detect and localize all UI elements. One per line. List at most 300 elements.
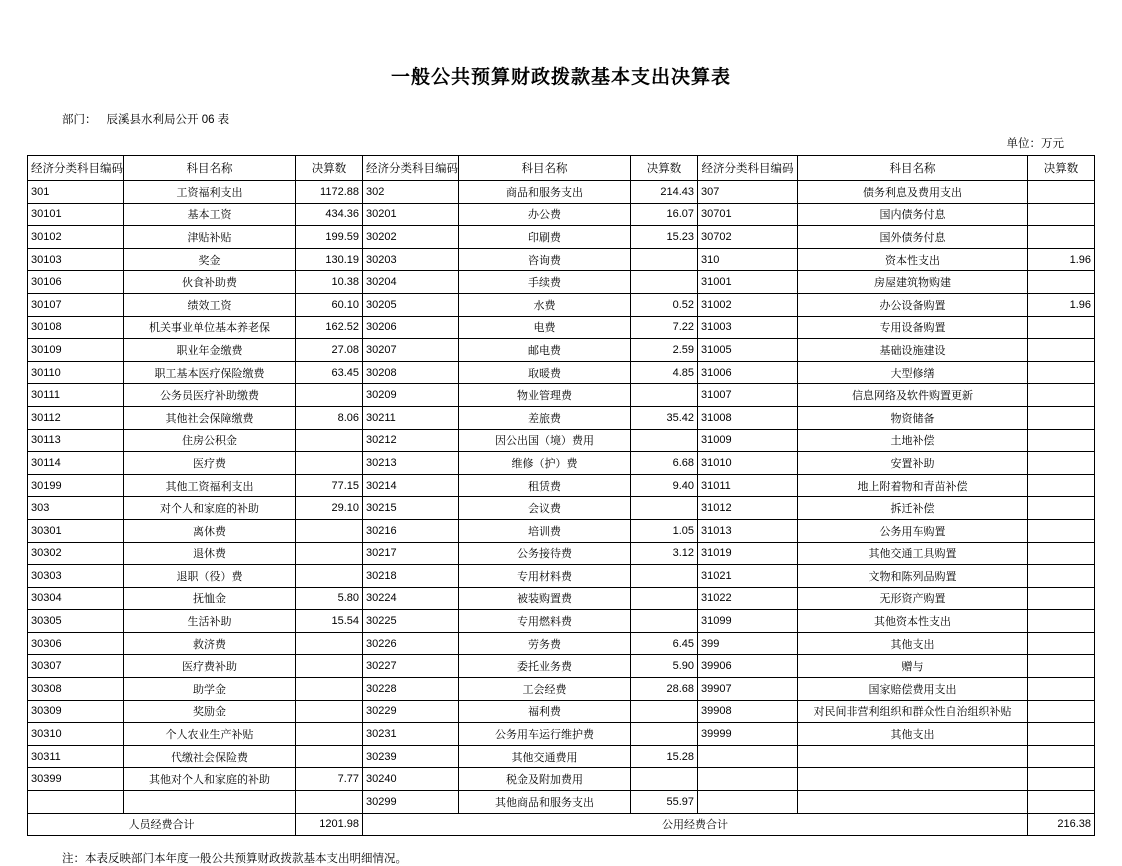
- table-row: [28, 497, 1095, 520]
- cell-code-2: 30207: [363, 339, 459, 362]
- cell-code-2: 302: [363, 181, 459, 204]
- table-row: [28, 791, 1095, 814]
- table-row: [28, 248, 1095, 271]
- cell-amount-2: [631, 497, 698, 520]
- cell-code-3: 31003: [698, 316, 798, 339]
- cell-name-1: [124, 791, 296, 814]
- cell-amount-1: 199.59: [296, 226, 363, 249]
- table-row: [28, 610, 1095, 633]
- personnel-total-label: 人员经费合计: [28, 813, 296, 836]
- cell-code-1: 30310: [28, 723, 124, 746]
- cell-amount-3: [1028, 203, 1095, 226]
- table-note: 注：本表反映部门本年度一般公共预算财政拨款基本支出明细情况。: [62, 853, 407, 866]
- cell-amount-1: [296, 791, 363, 814]
- cell-code-2: 30217: [363, 542, 459, 565]
- cell-name-1: 其他工资福利支出: [124, 474, 296, 497]
- table-row: [28, 565, 1095, 588]
- cell-name-2: 工会经费: [459, 678, 631, 701]
- public-total-value: 216.38: [1028, 813, 1095, 836]
- table-row: [28, 384, 1095, 407]
- cell-amount-2: [631, 248, 698, 271]
- cell-code-1: 30399: [28, 768, 124, 791]
- cell-amount-1: [296, 655, 363, 678]
- cell-amount-2: 28.68: [631, 678, 698, 701]
- table-row: [28, 655, 1095, 678]
- cell-name-2: 会议费: [459, 497, 631, 520]
- cell-amount-2: [631, 768, 698, 791]
- cell-name-3: [798, 768, 1028, 791]
- cell-amount-1: [296, 519, 363, 542]
- department-value: 辰溪县水利局公开 06 表: [106, 114, 230, 126]
- cell-code-3: 39908: [698, 700, 798, 723]
- cell-code-1: 30103: [28, 248, 124, 271]
- cell-code-3: 31019: [698, 542, 798, 565]
- cell-amount-1: 1172.88: [296, 181, 363, 204]
- cell-code-1: 30306: [28, 632, 124, 655]
- cell-amount-2: 16.07: [631, 203, 698, 226]
- cell-amount-1: 63.45: [296, 361, 363, 384]
- cell-amount-3: [1028, 678, 1095, 701]
- cell-code-3: 30702: [698, 226, 798, 249]
- cell-code-3: 31021: [698, 565, 798, 588]
- cell-name-1: 救济费: [124, 632, 296, 655]
- cell-amount-2: 15.23: [631, 226, 698, 249]
- table-row: [28, 542, 1095, 565]
- table-row: [28, 632, 1095, 655]
- cell-name-2: 委托业务费: [459, 655, 631, 678]
- table-row: [28, 203, 1095, 226]
- cell-amount-3: [1028, 655, 1095, 678]
- cell-code-3: 399: [698, 632, 798, 655]
- cell-amount-2: 1.05: [631, 519, 698, 542]
- cell-code-3: [698, 745, 798, 768]
- cell-name-1: 津贴补贴: [124, 226, 296, 249]
- cell-amount-3: [1028, 361, 1095, 384]
- cell-name-2: 其他交通费用: [459, 745, 631, 768]
- cell-name-2: 劳务费: [459, 632, 631, 655]
- cell-name-2: 取暖费: [459, 361, 631, 384]
- cell-name-2: 公务接待费: [459, 542, 631, 565]
- cell-code-2: 30240: [363, 768, 459, 791]
- cell-name-3: 其他支出: [798, 632, 1028, 655]
- cell-amount-3: [1028, 406, 1095, 429]
- cell-amount-1: [296, 700, 363, 723]
- cell-code-1: 30303: [28, 565, 124, 588]
- cell-amount-3: [1028, 519, 1095, 542]
- cell-code-2: 30212: [363, 429, 459, 452]
- cell-name-2: 培训费: [459, 519, 631, 542]
- cell-amount-2: 5.90: [631, 655, 698, 678]
- cell-code-3: 39999: [698, 723, 798, 746]
- cell-code-1: 30308: [28, 678, 124, 701]
- cell-name-3: 物资储备: [798, 406, 1028, 429]
- table-row: [28, 316, 1095, 339]
- cell-name-1: 职业年金缴费: [124, 339, 296, 362]
- cell-amount-3: [1028, 181, 1095, 204]
- cell-code-3: 31006: [698, 361, 798, 384]
- cell-name-3: [798, 745, 1028, 768]
- cell-name-2: 邮电费: [459, 339, 631, 362]
- cell-code-3: [698, 768, 798, 791]
- cell-amount-1: 162.52: [296, 316, 363, 339]
- cell-amount-3: 1.96: [1028, 293, 1095, 316]
- cell-code-1: 30305: [28, 610, 124, 633]
- cell-name-3: 安置补助: [798, 452, 1028, 475]
- cell-name-1: 医疗费: [124, 452, 296, 475]
- cell-name-3: 国外债务付息: [798, 226, 1028, 249]
- cell-code-1: 30311: [28, 745, 124, 768]
- cell-code-2: 30208: [363, 361, 459, 384]
- cell-amount-1: 130.19: [296, 248, 363, 271]
- cell-name-2: 租赁费: [459, 474, 631, 497]
- cell-amount-1: [296, 429, 363, 452]
- cell-amount-2: 15.28: [631, 745, 698, 768]
- cell-code-2: 30216: [363, 519, 459, 542]
- cell-amount-1: 60.10: [296, 293, 363, 316]
- cell-amount-1: 15.54: [296, 610, 363, 633]
- table-row: [28, 700, 1095, 723]
- cell-amount-1: [296, 452, 363, 475]
- header-code-1: 经济分类科目编码: [28, 156, 124, 181]
- cell-amount-3: [1028, 587, 1095, 610]
- cell-name-2: 物业管理费: [459, 384, 631, 407]
- cell-amount-2: [631, 610, 698, 633]
- cell-code-3: 31012: [698, 497, 798, 520]
- cell-name-3: 办公设备购置: [798, 293, 1028, 316]
- cell-amount-2: 9.40: [631, 474, 698, 497]
- cell-code-3: 31001: [698, 271, 798, 294]
- cell-name-3: 资本性支出: [798, 248, 1028, 271]
- cell-name-3: 文物和陈列品购置: [798, 565, 1028, 588]
- cell-amount-2: 6.68: [631, 452, 698, 475]
- header-name-1: 科目名称: [124, 156, 296, 181]
- cell-amount-2: [631, 565, 698, 588]
- header-name-2: 科目名称: [459, 156, 631, 181]
- table-row: [28, 678, 1095, 701]
- cell-name-1: 职工基本医疗保险缴费: [124, 361, 296, 384]
- cell-name-2: 咨询费: [459, 248, 631, 271]
- cell-name-2: 福利费: [459, 700, 631, 723]
- cell-name-3: [798, 791, 1028, 814]
- table-row: [28, 429, 1095, 452]
- cell-amount-1: 8.06: [296, 406, 363, 429]
- personnel-total-value: 1201.98: [296, 813, 363, 836]
- cell-code-2: 30229: [363, 700, 459, 723]
- cell-name-3: 债务利息及费用支出: [798, 181, 1028, 204]
- cell-amount-3: [1028, 768, 1095, 791]
- cell-name-3: 对民间非营利组织和群众性自治组织补贴: [798, 700, 1028, 723]
- cell-name-1: 离休费: [124, 519, 296, 542]
- cell-amount-2: [631, 723, 698, 746]
- cell-amount-1: [296, 723, 363, 746]
- cell-name-3: 其他资本性支出: [798, 610, 1028, 633]
- cell-amount-3: [1028, 316, 1095, 339]
- document-page: [0, 62, 1122, 866]
- cell-name-3: 地上附着物和青苗补偿: [798, 474, 1028, 497]
- cell-name-2: 专用材料费: [459, 565, 631, 588]
- cell-name-1: 机关事业单位基本养老保: [124, 316, 296, 339]
- cell-amount-3: [1028, 542, 1095, 565]
- cell-name-1: 基本工资: [124, 203, 296, 226]
- cell-code-1: 30107: [28, 293, 124, 316]
- cell-amount-3: [1028, 791, 1095, 814]
- cell-amount-2: 214.43: [631, 181, 698, 204]
- cell-amount-1: [296, 745, 363, 768]
- cell-code-1: 30109: [28, 339, 124, 362]
- header-amount-1: 决算数: [296, 156, 363, 181]
- cell-amount-1: 5.80: [296, 587, 363, 610]
- cell-code-1: 30112: [28, 406, 124, 429]
- table-body: [28, 181, 1095, 814]
- cell-amount-2: [631, 271, 698, 294]
- table-header-row: [28, 156, 1095, 181]
- cell-name-2: 电费: [459, 316, 631, 339]
- cell-amount-3: [1028, 429, 1095, 452]
- cell-amount-2: 2.59: [631, 339, 698, 362]
- cell-code-1: 30309: [28, 700, 124, 723]
- cell-code-2: 30204: [363, 271, 459, 294]
- cell-code-1: [28, 791, 124, 814]
- cell-name-2: 被装购置费: [459, 587, 631, 610]
- table-row: [28, 339, 1095, 362]
- cell-code-3: 31005: [698, 339, 798, 362]
- cell-code-2: 30214: [363, 474, 459, 497]
- table-row: [28, 723, 1095, 746]
- cell-name-1: 生活补助: [124, 610, 296, 633]
- table-row: [28, 474, 1095, 497]
- cell-amount-3: [1028, 339, 1095, 362]
- cell-amount-1: 7.77: [296, 768, 363, 791]
- cell-name-3: 土地补偿: [798, 429, 1028, 452]
- cell-code-2: 30226: [363, 632, 459, 655]
- cell-amount-3: [1028, 384, 1095, 407]
- cell-amount-3: [1028, 474, 1095, 497]
- cell-code-1: 30114: [28, 452, 124, 475]
- cell-code-1: 30111: [28, 384, 124, 407]
- cell-code-3: 31011: [698, 474, 798, 497]
- cell-name-2: 办公费: [459, 203, 631, 226]
- cell-name-2: 公务用车运行维护费: [459, 723, 631, 746]
- table-total-row: [28, 813, 1095, 836]
- cell-amount-2: [631, 384, 698, 407]
- header-amount-3: 决算数: [1028, 156, 1095, 181]
- cell-name-2: 印刷费: [459, 226, 631, 249]
- cell-amount-1: [296, 678, 363, 701]
- cell-amount-3: [1028, 565, 1095, 588]
- cell-amount-3: [1028, 226, 1095, 249]
- cell-amount-2: 0.52: [631, 293, 698, 316]
- cell-code-3: 31002: [698, 293, 798, 316]
- cell-name-1: 其他社会保障缴费: [124, 406, 296, 429]
- cell-amount-2: 6.45: [631, 632, 698, 655]
- table-row: [28, 361, 1095, 384]
- cell-amount-1: 77.15: [296, 474, 363, 497]
- cell-code-2: 30299: [363, 791, 459, 814]
- cell-code-1: 30106: [28, 271, 124, 294]
- cell-code-1: 301: [28, 181, 124, 204]
- cell-code-2: 30215: [363, 497, 459, 520]
- header-name-3: 科目名称: [798, 156, 1028, 181]
- cell-amount-1: [296, 565, 363, 588]
- cell-name-2: 商品和服务支出: [459, 181, 631, 204]
- cell-code-3: 31022: [698, 587, 798, 610]
- cell-name-3: 基础设施建设: [798, 339, 1028, 362]
- table-row: [28, 293, 1095, 316]
- cell-code-1: 30307: [28, 655, 124, 678]
- cell-amount-3: [1028, 271, 1095, 294]
- cell-code-1: 30304: [28, 587, 124, 610]
- cell-code-2: 30202: [363, 226, 459, 249]
- table-row: [28, 768, 1095, 791]
- cell-name-1: 住房公积金: [124, 429, 296, 452]
- table-row: [28, 452, 1095, 475]
- cell-amount-1: [296, 384, 363, 407]
- cell-name-1: 伙食补助费: [124, 271, 296, 294]
- cell-code-2: 30239: [363, 745, 459, 768]
- cell-name-1: 其他对个人和家庭的补助: [124, 768, 296, 791]
- cell-name-2: 水费: [459, 293, 631, 316]
- cell-code-3: 31099: [698, 610, 798, 633]
- cell-code-1: 30110: [28, 361, 124, 384]
- table-row: [28, 587, 1095, 610]
- cell-code-3: 39906: [698, 655, 798, 678]
- cell-code-3: 31013: [698, 519, 798, 542]
- cell-name-1: 抚恤金: [124, 587, 296, 610]
- cell-name-3: 其他交通工具购置: [798, 542, 1028, 565]
- cell-name-1: 代缴社会保险费: [124, 745, 296, 768]
- cell-code-3: [698, 791, 798, 814]
- budget-table: [27, 155, 1095, 836]
- cell-amount-3: 1.96: [1028, 248, 1095, 271]
- table-row: [28, 519, 1095, 542]
- cell-code-1: 30113: [28, 429, 124, 452]
- cell-name-3: 其他支出: [798, 723, 1028, 746]
- cell-code-3: 31010: [698, 452, 798, 475]
- cell-amount-3: [1028, 497, 1095, 520]
- cell-name-2: 税金及附加费用: [459, 768, 631, 791]
- cell-amount-2: [631, 429, 698, 452]
- cell-name-2: 维修（护）费: [459, 452, 631, 475]
- cell-code-2: 30228: [363, 678, 459, 701]
- header-code-2: 经济分类科目编码: [363, 156, 459, 181]
- cell-amount-1: 434.36: [296, 203, 363, 226]
- cell-name-1: 奖金: [124, 248, 296, 271]
- cell-code-1: 30301: [28, 519, 124, 542]
- cell-code-3: 39907: [698, 678, 798, 701]
- cell-code-2: 30209: [363, 384, 459, 407]
- cell-code-2: 30225: [363, 610, 459, 633]
- cell-amount-1: 27.08: [296, 339, 363, 362]
- cell-name-3: 国内债务付息: [798, 203, 1028, 226]
- department-line: [62, 111, 1122, 127]
- cell-name-1: 个人农业生产补贴: [124, 723, 296, 746]
- cell-amount-3: [1028, 700, 1095, 723]
- cell-name-3: 大型修缮: [798, 361, 1028, 384]
- cell-amount-1: [296, 542, 363, 565]
- cell-code-3: 31009: [698, 429, 798, 452]
- unit-label: 单位：万元: [1006, 138, 1064, 150]
- cell-code-1: 303: [28, 497, 124, 520]
- cell-amount-2: 55.97: [631, 791, 698, 814]
- cell-amount-2: 3.12: [631, 542, 698, 565]
- cell-amount-1: [296, 632, 363, 655]
- cell-code-2: 30213: [363, 452, 459, 475]
- cell-code-1: 30102: [28, 226, 124, 249]
- cell-name-3: 公务用车购置: [798, 519, 1028, 542]
- cell-code-2: 30231: [363, 723, 459, 746]
- page-title: 一般公共预算财政拨款基本支出决算表: [390, 67, 731, 88]
- cell-code-3: 307: [698, 181, 798, 204]
- cell-name-2: 专用燃料费: [459, 610, 631, 633]
- department-label: 部门：: [62, 114, 97, 126]
- cell-amount-3: [1028, 632, 1095, 655]
- cell-code-2: 30206: [363, 316, 459, 339]
- cell-name-2: 差旅费: [459, 406, 631, 429]
- cell-name-1: 退休费: [124, 542, 296, 565]
- cell-code-2: 30205: [363, 293, 459, 316]
- cell-amount-2: 35.42: [631, 406, 698, 429]
- cell-name-3: 拆迁补偿: [798, 497, 1028, 520]
- cell-name-1: 工资福利支出: [124, 181, 296, 204]
- cell-name-3: 专用设备购置: [798, 316, 1028, 339]
- cell-amount-2: 4.85: [631, 361, 698, 384]
- cell-code-2: 30211: [363, 406, 459, 429]
- cell-name-2: 其他商品和服务支出: [459, 791, 631, 814]
- cell-code-1: 30302: [28, 542, 124, 565]
- cell-amount-2: [631, 700, 698, 723]
- cell-code-2: 30218: [363, 565, 459, 588]
- cell-name-3: 信息网络及软件购置更新: [798, 384, 1028, 407]
- cell-code-3: 31008: [698, 406, 798, 429]
- cell-code-3: 310: [698, 248, 798, 271]
- cell-name-3: 房屋建筑物购建: [798, 271, 1028, 294]
- cell-amount-2: 7.22: [631, 316, 698, 339]
- cell-name-1: 绩效工资: [124, 293, 296, 316]
- cell-name-1: 医疗费补助: [124, 655, 296, 678]
- cell-name-3: 国家赔偿费用支出: [798, 678, 1028, 701]
- cell-code-2: 30227: [363, 655, 459, 678]
- cell-name-3: 赠与: [798, 655, 1028, 678]
- public-total-label: 公用经费合计: [363, 813, 1028, 836]
- cell-name-1: 公务员医疗补助缴费: [124, 384, 296, 407]
- header-code-3: 经济分类科目编码: [698, 156, 798, 181]
- cell-code-1: 30199: [28, 474, 124, 497]
- cell-name-1: 对个人和家庭的补助: [124, 497, 296, 520]
- cell-name-2: 手续费: [459, 271, 631, 294]
- cell-amount-1: 29.10: [296, 497, 363, 520]
- cell-name-1: 奖励金: [124, 700, 296, 723]
- cell-name-2: 因公出国（境）费用: [459, 429, 631, 452]
- cell-name-3: 无形资产购置: [798, 587, 1028, 610]
- table-row: [28, 745, 1095, 768]
- cell-amount-3: [1028, 610, 1095, 633]
- cell-code-1: 30108: [28, 316, 124, 339]
- cell-amount-3: [1028, 723, 1095, 746]
- cell-amount-2: [631, 587, 698, 610]
- cell-name-1: 退职（役）费: [124, 565, 296, 588]
- cell-code-2: 30224: [363, 587, 459, 610]
- cell-code-1: 30101: [28, 203, 124, 226]
- cell-code-3: 31007: [698, 384, 798, 407]
- cell-amount-3: [1028, 452, 1095, 475]
- cell-code-2: 30201: [363, 203, 459, 226]
- table-row: [28, 271, 1095, 294]
- table-row: [28, 181, 1095, 204]
- cell-amount-1: 10.38: [296, 271, 363, 294]
- cell-amount-3: [1028, 745, 1095, 768]
- cell-code-2: 30203: [363, 248, 459, 271]
- cell-code-3: 30701: [698, 203, 798, 226]
